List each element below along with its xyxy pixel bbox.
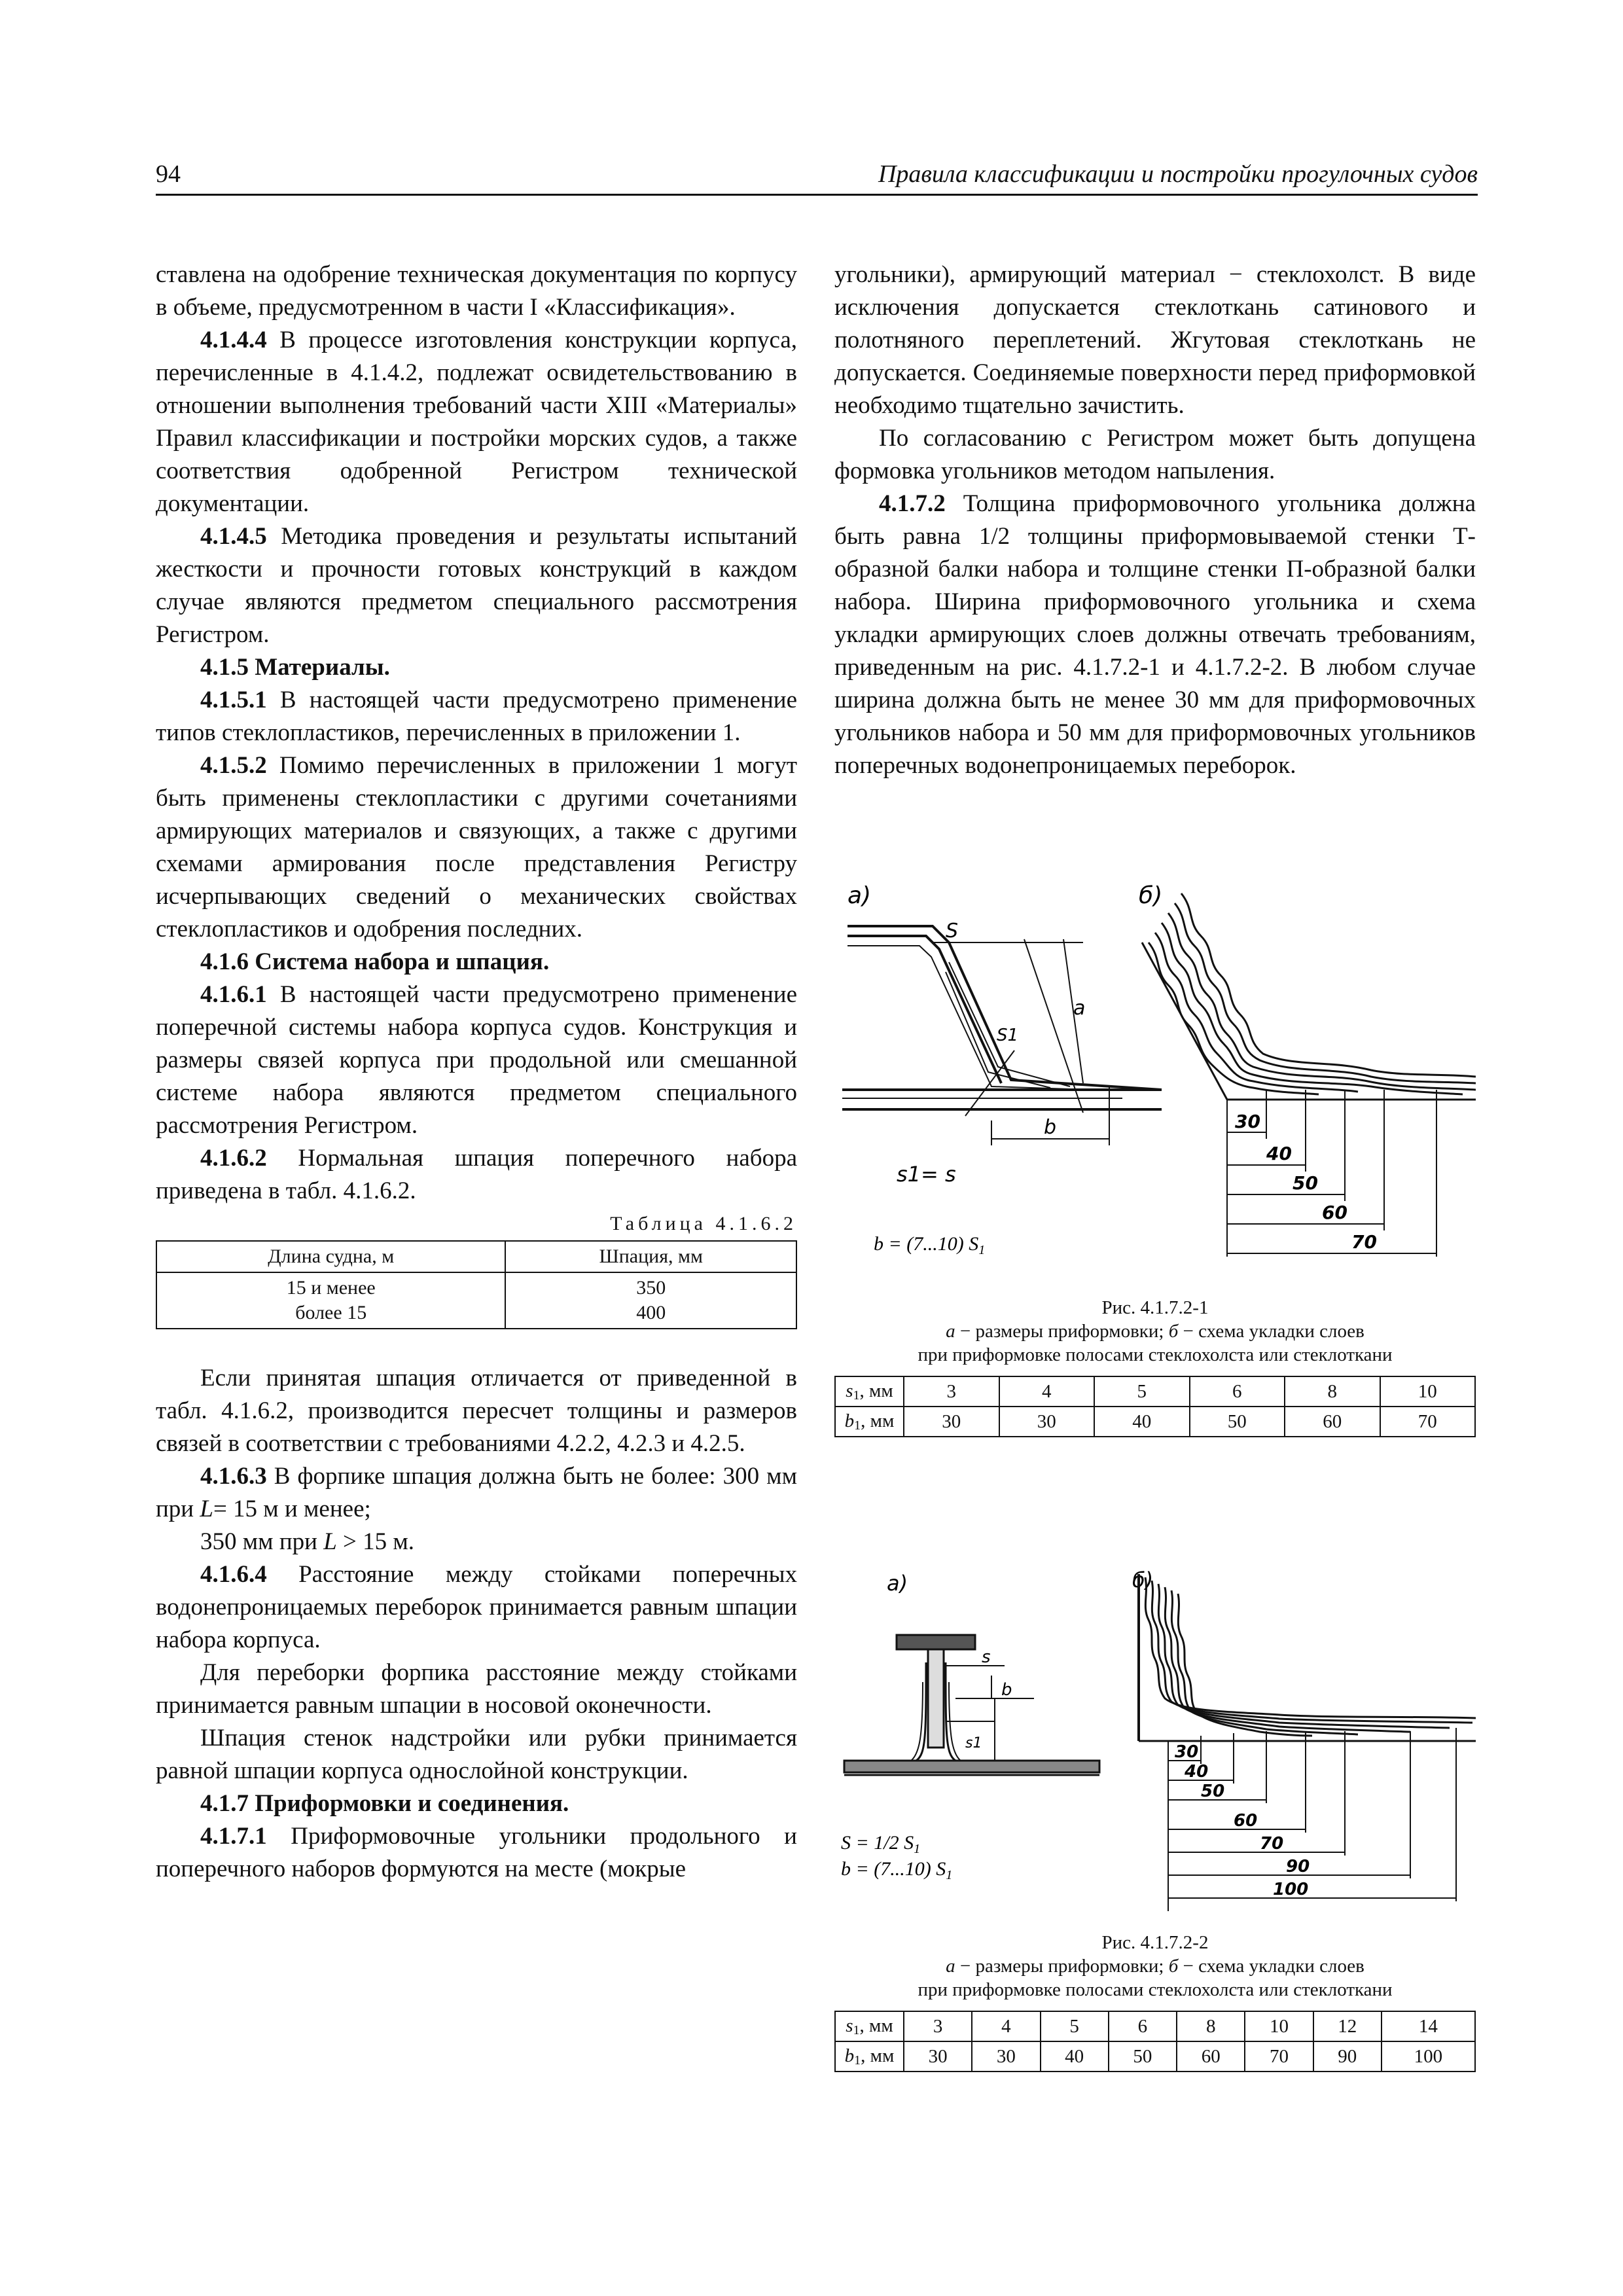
clause-number: 4.1.6.4 [200, 1561, 267, 1588]
table-cell: 6 [1109, 2011, 1177, 2041]
paragraph-text: 350 мм при [200, 1528, 324, 1555]
variable: L [200, 1496, 213, 1522]
clause-number: 4.1.6.2 [200, 1145, 267, 1172]
table-cell: 60 [1285, 1407, 1380, 1437]
fig1-eq1: s1= s [897, 1162, 956, 1187]
figure-2-drawing [834, 1564, 1476, 1931]
paragraph [156, 1460, 797, 1526]
caption-letter: б [1168, 1956, 1179, 1977]
paragraph-text: В настоящей части предусмотрено применение поперечной системы набора корпуса судов. Конструкция и размеры связей корпуса при продольной или смешанной системе набора являются предметом специального рассмотрения Регистром. [156, 981, 797, 1139]
caption-line [834, 1954, 1476, 1978]
fig2-width-label: 40 [1185, 1762, 1209, 1782]
page-header [156, 157, 1478, 196]
fig1-dim-s: S [946, 920, 959, 942]
fig2-label-a: а) [887, 1571, 908, 1596]
paragraph-text: Помимо перечисленных в приложении 1 могут быть применены стеклопластики с другими сочетаниями армирующих материалов и связующих, а также с другими схемами армирования после представления Регистру исчерпывающих сведений о механических свойствах стеклопластиков и одобрения последних. [156, 752, 797, 942]
clause-number: 4.1.5.2 [200, 752, 267, 779]
fig1-width-label: 40 [1266, 1143, 1292, 1164]
paragraph-text: Методика проведения и результаты испытаний жесткости и прочности готовых конструкций в каждом случае являются предметом специального рассмотрения Регистром. [156, 523, 797, 648]
row-symbol: b [844, 1410, 855, 1431]
paragraph-text: В процессе изготовления конструкции корпуса, перечисленные в 4.1.4.2, подлежат освидетельствованию в отношении выполнения требований части XIII «Материалы» Правил классификации и постройки морских судов, а также соответствия одобренной Регистром технической документации. [156, 327, 797, 517]
paragraph [834, 488, 1476, 782]
fig1-dim-b: b [1044, 1116, 1057, 1139]
figure-1-caption [834, 1296, 1476, 1367]
paragraph-text: Приформовочные угольники продольного и поперечного наборов формуются на месте (мокрые [156, 1823, 797, 1882]
fig1b-layers [1142, 893, 1476, 1257]
paragraph: угольники), армирующий материал − стеклохолст. В виде исключения допускается стеклоткань сатинового и полотняного переплетений. Жгутовая стеклоткань не допускается. Соединяемые поверхности перед приформовкой необходимо тщательно зачистить. [834, 261, 1476, 419]
fig1-width-label: 70 [1351, 1231, 1377, 1253]
paragraph-text: В форпике шпация должна быть не более: 300 мм при [156, 1463, 797, 1522]
left-column [156, 259, 797, 1886]
paragraph: Если принятая шпация отличается от приведенной в табл. 4.1.6.2, производится пересчет толщины и размеров связей в соответствии с требованиями 4.2.2, 4.2.3 и 4.2.5. [156, 1365, 797, 1457]
fig2-eq2 [841, 1858, 952, 1882]
table-cell [156, 1272, 505, 1329]
fig2-eq2-text: b = (7...10) S [841, 1858, 946, 1880]
fig1-label-a: а) [847, 882, 872, 909]
fig2-label-b: б) [1132, 1568, 1154, 1592]
row-label [835, 2011, 904, 2041]
row-symbol: s [846, 2015, 853, 2036]
table-row [835, 1407, 1475, 1437]
table-cell: 10 [1245, 2011, 1313, 2041]
paragraph: Шпация стенок надстройки или рубки принимается равной шпации корпуса однослойной конструкции. [156, 1725, 797, 1784]
figure-1-drawing [834, 864, 1476, 1296]
fig1-eq2-text: b = (7...10) S [874, 1233, 979, 1255]
table-header-cell: Шпация, мм [505, 1241, 796, 1272]
clause-number: 4.1.5.1 [200, 687, 267, 713]
fig2-dim-s1: s1 [965, 1735, 982, 1751]
table-cell: 30 [999, 1407, 1095, 1437]
table-cell: 60 [1177, 2041, 1245, 2072]
paragraph [156, 1558, 797, 1657]
clause-number: 4.1.6.3 [200, 1463, 267, 1490]
table-cell: 6 [1190, 1376, 1285, 1407]
row-label [835, 2041, 904, 2072]
table-cell [505, 1272, 796, 1329]
paragraph-text: > 15 м. [336, 1528, 415, 1555]
row-symbol: b [844, 2045, 855, 2066]
row-unit: , мм [861, 1410, 895, 1431]
paragraph-text: Толщина приформовочного угольника должна быть равна 1/2 толщины приформовываемой стенки Т-образной балки набора и толщине стенки П-образной балки набора. Ширина приформовочного угольника и схема укладки армирующих слоев должны отвечать требованиям, приведенным на рис. 4.1.7.2-1 и 4.1.7.2-2. В любом случае ширина должна быть не менее 30 мм для приформовочных угольников набора и 50 мм для приформовочных угольников поперечных водонепроницаемых переборок. [834, 490, 1476, 779]
paragraph [156, 978, 797, 1142]
fig2-eq1 [841, 1832, 920, 1856]
table-row [835, 2011, 1475, 2041]
table-cell: 4 [999, 1376, 1095, 1407]
fig1-dim-s1: S1 [997, 1026, 1019, 1045]
paragraph [156, 684, 797, 749]
cell-value: 15 и менее [286, 1277, 376, 1299]
caption-line: при приформовке полосами стеклохолста или стеклоткани [918, 1979, 1393, 2000]
table-label: Таблица 4.1.6.2 [610, 1213, 797, 1234]
table-cell: 90 [1313, 2041, 1382, 2072]
cell-value: 400 [636, 1302, 666, 1323]
fig2-eq1-text: S = 1/2 S [841, 1832, 914, 1854]
table-cell: 40 [1041, 2041, 1109, 2072]
paragraph [156, 520, 797, 651]
figure-4-1-7-2-1 [834, 864, 1476, 1437]
table-cell: 70 [1245, 2041, 1313, 2072]
fig2a-profile [844, 1635, 1099, 1775]
paragraph-text: Расстояние между стойками поперечных водонепроницаемых переборок принимается равным шпации набора корпуса. [156, 1561, 797, 1653]
spacing-table [156, 1240, 797, 1329]
table-cell: 30 [972, 2041, 1040, 2072]
caption-title: Рис. 4.1.7.2-2 [1101, 1932, 1209, 1953]
row-symbol: s [846, 1380, 853, 1401]
fig2-width-label: 90 [1286, 1857, 1310, 1876]
figure-1-table [834, 1376, 1476, 1437]
paragraph-text: В настоящей части предусмотрено применение типов стеклопластиков, перечисленных в приложении 1. [156, 687, 797, 746]
page-number: 94 [156, 160, 181, 188]
clause-number: 4.1.4.5 [200, 523, 267, 550]
table-cell: 3 [904, 2011, 972, 2041]
table-row [835, 1376, 1475, 1407]
fig1-eq2 [874, 1233, 985, 1257]
fig2-width-label: 60 [1234, 1811, 1258, 1831]
paragraph [156, 749, 797, 946]
row-label [835, 1407, 904, 1437]
fig2-width-label: 50 [1201, 1782, 1225, 1801]
row-unit: , мм [859, 1380, 893, 1401]
caption-text: − размеры приформовки; [955, 1956, 1169, 1977]
caption-line [834, 1319, 1476, 1343]
clause-number: 4.1.7.1 [200, 1823, 267, 1850]
cell-value: более 15 [295, 1302, 367, 1323]
caption-letter: б [1168, 1321, 1179, 1342]
caption-text: − схема укладки слоев [1178, 1956, 1364, 1977]
row-label [835, 1376, 904, 1407]
table-cell: 12 [1313, 2011, 1382, 2041]
table-cell: 50 [1109, 2041, 1177, 2072]
table-cell: 14 [1382, 2011, 1475, 2041]
fig1-label-b: б) [1139, 882, 1163, 909]
table-cell: 3 [904, 1376, 999, 1407]
cell-value: 350 [636, 1277, 666, 1299]
row-symbol-sub: 1 [854, 2053, 861, 2068]
paragraph [156, 1142, 797, 1208]
table-cell: 4 [972, 2011, 1040, 2041]
caption-text: − размеры приформовки; [955, 1321, 1169, 1342]
table-cell: 8 [1177, 2011, 1245, 2041]
section-heading: 4.1.7 Приформовки и соединения. [200, 1790, 569, 1817]
table-cell: 100 [1382, 2041, 1475, 2072]
fig2-dim-b: b [1001, 1680, 1012, 1700]
fig2-width-label: 100 [1273, 1880, 1309, 1899]
caption-title: Рис. 4.1.7.2-1 [1101, 1297, 1209, 1318]
table-cell: 8 [1285, 1376, 1380, 1407]
section-heading: 4.1.6 Система набора и шпация. [200, 948, 550, 975]
table-cell: 70 [1380, 1407, 1476, 1437]
table-cell: 5 [1094, 1376, 1190, 1407]
fig2-eq2-sub: 1 [946, 1868, 953, 1882]
paragraph-text: Нормальная шпация поперечного набора приведена в табл. 4.1.6.2. [156, 1145, 797, 1204]
caption-text: − схема укладки слоев [1178, 1321, 1364, 1342]
fig2-dim-s: s [982, 1647, 991, 1667]
caption-line: при приформовке полосами стеклохолста или стеклоткани [918, 1344, 1393, 1365]
paragraph [156, 1526, 797, 1558]
clause-number: 4.1.6.1 [200, 981, 267, 1008]
table-cell: 10 [1380, 1376, 1476, 1407]
table-header-cell: Длина судна, м [156, 1241, 505, 1272]
fig1-eq2-sub: 1 [978, 1243, 986, 1257]
paragraph: ставлена на одобрение техническая документация по корпусу в объеме, предусмотренном в части I «Классификация». [156, 261, 797, 321]
clause-number: 4.1.7.2 [879, 490, 946, 517]
table-cell: 40 [1094, 1407, 1190, 1437]
table-cell: 50 [1190, 1407, 1285, 1437]
figure-4-1-7-2-2 [834, 1564, 1476, 2072]
fig2-eq1-sub: 1 [914, 1842, 921, 1856]
fig2-width-label: 70 [1260, 1834, 1284, 1854]
table-cell: 30 [904, 1407, 999, 1437]
caption-letter: а [946, 1321, 955, 1342]
fig2-width-label: 30 [1175, 1742, 1199, 1762]
row-symbol-sub: 1 [853, 1388, 860, 1403]
figure-2-table [834, 2011, 1476, 2072]
paragraph [156, 324, 797, 520]
table-cell: 30 [904, 2041, 972, 2072]
caption-letter: а [946, 1956, 955, 1977]
figure-2-caption [834, 1931, 1476, 2001]
table-cell: 5 [1041, 2011, 1109, 2041]
row-symbol-sub: 1 [854, 1418, 861, 1433]
fig1-width-label: 50 [1293, 1172, 1318, 1194]
paragraph-text: = 15 м и менее; [213, 1496, 371, 1522]
variable: L [323, 1528, 337, 1555]
table-row [156, 1272, 796, 1329]
section-heading: 4.1.5 Материалы. [200, 654, 390, 681]
paragraph: По согласованию с Регистром может быть допущена формовка угольников методом напыления. [834, 425, 1476, 484]
clause-number: 4.1.4.4 [200, 327, 267, 353]
row-unit: , мм [859, 2015, 893, 2036]
fig1-dim-a: a [1073, 997, 1086, 1020]
right-column [834, 259, 1476, 782]
paragraph [156, 1820, 797, 1886]
running-title: Правила классификации и постройки прогулочных судов [878, 160, 1478, 188]
table-header-row [156, 1241, 796, 1272]
row-unit: , мм [861, 2045, 895, 2066]
fig1-width-label: 60 [1322, 1202, 1347, 1223]
fig1-width-label: 30 [1235, 1111, 1260, 1132]
row-symbol-sub: 1 [853, 2022, 860, 2037]
table-row [835, 2041, 1475, 2072]
paragraph: Для переборки форпика расстояние между стойками принимается равным шпации в носовой оконечности. [156, 1659, 797, 1719]
